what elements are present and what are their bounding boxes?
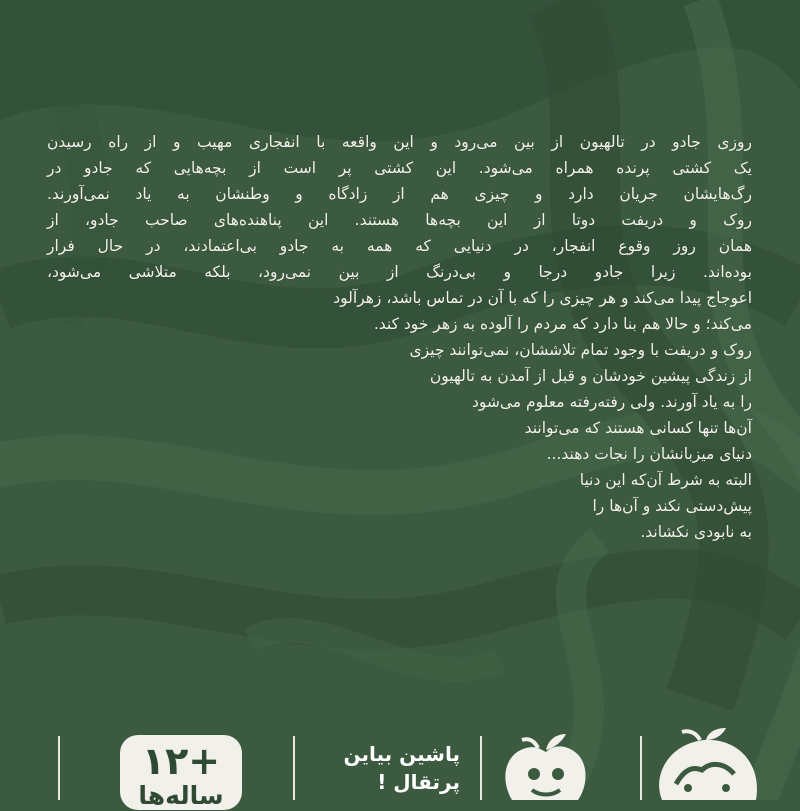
blurb-line: همان روز وقوع انفجار، در دنیایی که همه به جادو بی‌اعتمادند، در حال فرار <box>47 237 752 255</box>
age-badge-label: ساله‌ها <box>138 781 224 810</box>
apple-mascot-logo-icon <box>494 730 594 800</box>
age-badge <box>120 735 242 810</box>
blurb-line: روزی جادو در تالهیون از بین می‌رود و این واقعه با انفجاری مهیب و از راه رسیدن <box>47 133 752 151</box>
blurb-line: اعوجاج پیدا می‌کند و هر چیزی را که با آن در تماس باشد، زهرآلود <box>333 289 752 307</box>
blurb-line: آن‌ها تنها کسانی هستند که می‌توانند <box>524 419 752 437</box>
blurb-line: یک کشتی پرنده همراه می‌شود. این کشتی پر است از بچه‌هایی که جادو در <box>47 159 752 177</box>
series-title-line-2: پرتقال ! <box>377 770 460 794</box>
orange-publisher-logo-icon <box>652 726 764 800</box>
blurb-line: دنیای میزبانشان را نجات دهند... <box>546 445 752 463</box>
footer-divider <box>58 736 60 800</box>
blurb-line: می‌کند؛ و حالا هم بنا دارد که مردم را آلوده به زهر خود کند. <box>373 315 752 333</box>
series-title-line-1: پاشین بیاین <box>343 742 460 766</box>
blurb-line: روک و دریفت دوتا از این بچه‌ها هستند. این پناهنده‌های صاحب جادو، از <box>47 211 752 229</box>
footer-divider <box>640 736 642 800</box>
blurb-line: البته به شرط آن‌که این دنیا <box>579 471 752 489</box>
blurb-line: روک و دریفت با وجود تمام تلاششان، نمی‌توانند چیزی <box>409 341 752 359</box>
blurb-line: بوده‌اند. زیرا جادو درجا و بی‌درنگ از بین نمی‌رود، بلکه متلاشی می‌شود، <box>47 263 752 281</box>
blurb-line: را به یاد آورند. ولی رفته‌رفته معلوم می‌شود <box>471 393 752 411</box>
blurb-line: رگ‌هایشان جریان دارد و چیزی هم از زادگاه و وطنشان به یاد نمی‌آورند. <box>47 185 752 203</box>
footer-divider <box>293 736 295 800</box>
age-badge-number: +۱۲ <box>141 739 221 783</box>
blurb-line: پیش‌دستی نکند و آن‌ها را <box>592 497 752 515</box>
blurb-line: از زندگی پیشین خودشان و قبل از آمدن به تالهیون <box>429 367 752 385</box>
blurb-line: به نابودی نکشاند. <box>640 523 752 541</box>
footer-divider <box>480 736 482 800</box>
